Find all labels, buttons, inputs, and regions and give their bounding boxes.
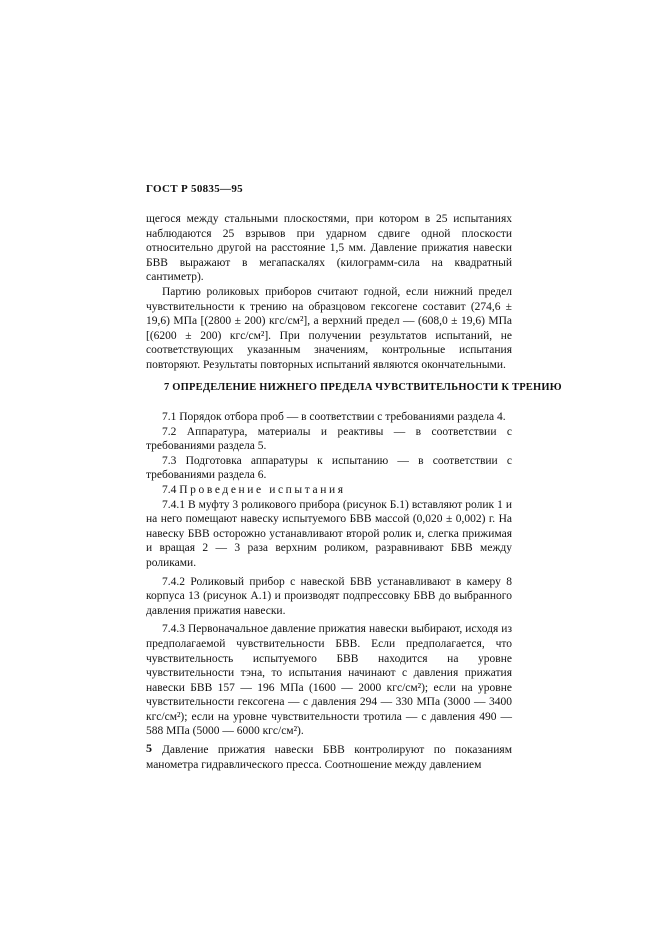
page-number: 5 [146,741,152,755]
item-7-4-1: 7.4.1 В муфту 3 роликового прибора (рисунок Б.1) вставляют ролик 1 и на него помещают навеску испытуемого БВВ массой (0,020 ± 0,002) г. На навеску БВВ осторожно устанавливают второй ролик и, слегка прижимая и вращая 2 — 3 раза верхним роликом, разравнивают БВВ между роликами. [146,498,512,569]
item-7-4-2: 7.4.2 Роликовый прибор с навеской БВВ устанавливают в камеру 8 корпуса 13 (рисунок А.1) и производят подпрессовку БВВ до выбранного давления прижатия навески. [146,575,512,617]
item-7-4-number: 7.4 [162,483,177,496]
intro-paragraph-2: Партию роликовых приборов считают годной, если нижний предел чувствительности к трению на образцовом гексогене составит (274,6 ± 19,6) МПа [(2800 ± 200) кгс/см²], а верхний предел — (608,0 ± 19,6) МПа [(6200 ± 200) кгс/см²]. При получении результатов испытаний, не соответствующих указанным значениям, контрольные испытания повторяют. Результаты повторных испытаний являются окончательными. [146,285,512,371]
closing-paragraph: Давление прижатия навески БВВ контролируют по показаниям манометра гидравлического пресса. Соотношение между давлением [146,744,512,771]
item-7-1: 7.1 Порядок отбора проб — в соответствии с требованиями раздела 4. [162,411,506,423]
section-body [146,410,512,772]
item-7-4 [146,483,512,498]
item-7-3: 7.3 Подготовка аппаратуры к испытанию — в соответствии с требованиями раздела 6. [146,454,512,482]
intro-paragraph-1: щегося между стальными плоскостями, при котором в 25 испытаниях наблюдаются 25 взрывов при ударном сдвиге одной плоскости относительно другой на расстояние 1,5 мм. Давление прижатия навески БВВ выражают в мегапаскалях (килограмм-сила на квадратный сантиметр). [146,213,512,284]
intro-block [146,212,512,373]
item-7-2: 7.2 Аппаратура, материалы и реактивы — в соответствии с требованиями раздела 5. [146,425,512,453]
item-7-4-3: 7.4.3 Первоначальное давление прижатия навески выбирают, исходя из предполагаемой чувствительности БВВ. Если предполагается, что чувствительность испытуемого БВВ находится на уровне чувствительности тэна, то испытания начинают с давления прижатия навески БВВ 157 — 196 МПа (1600 — 2000 кгс/см²); если на уровне чувствительности гексогена — с давления 294 — 330 МПа (3000 — 3400 кгс/см²); если на уровне чувствительности тротила — с давления 490 — 588 МПа (5000 — 6000 кгс/см²). [146,623,512,738]
item-7-4-title: Проведение испытания [179,483,346,496]
section-title: 7 ОПРЕДЕЛЕНИЕ НИЖНЕГО ПРЕДЕЛА ЧУВСТВИТЕЛЬНОСТИ К ТРЕНИЮ [164,382,562,393]
document-header: ГОСТ Р 50835—95 [146,183,243,195]
